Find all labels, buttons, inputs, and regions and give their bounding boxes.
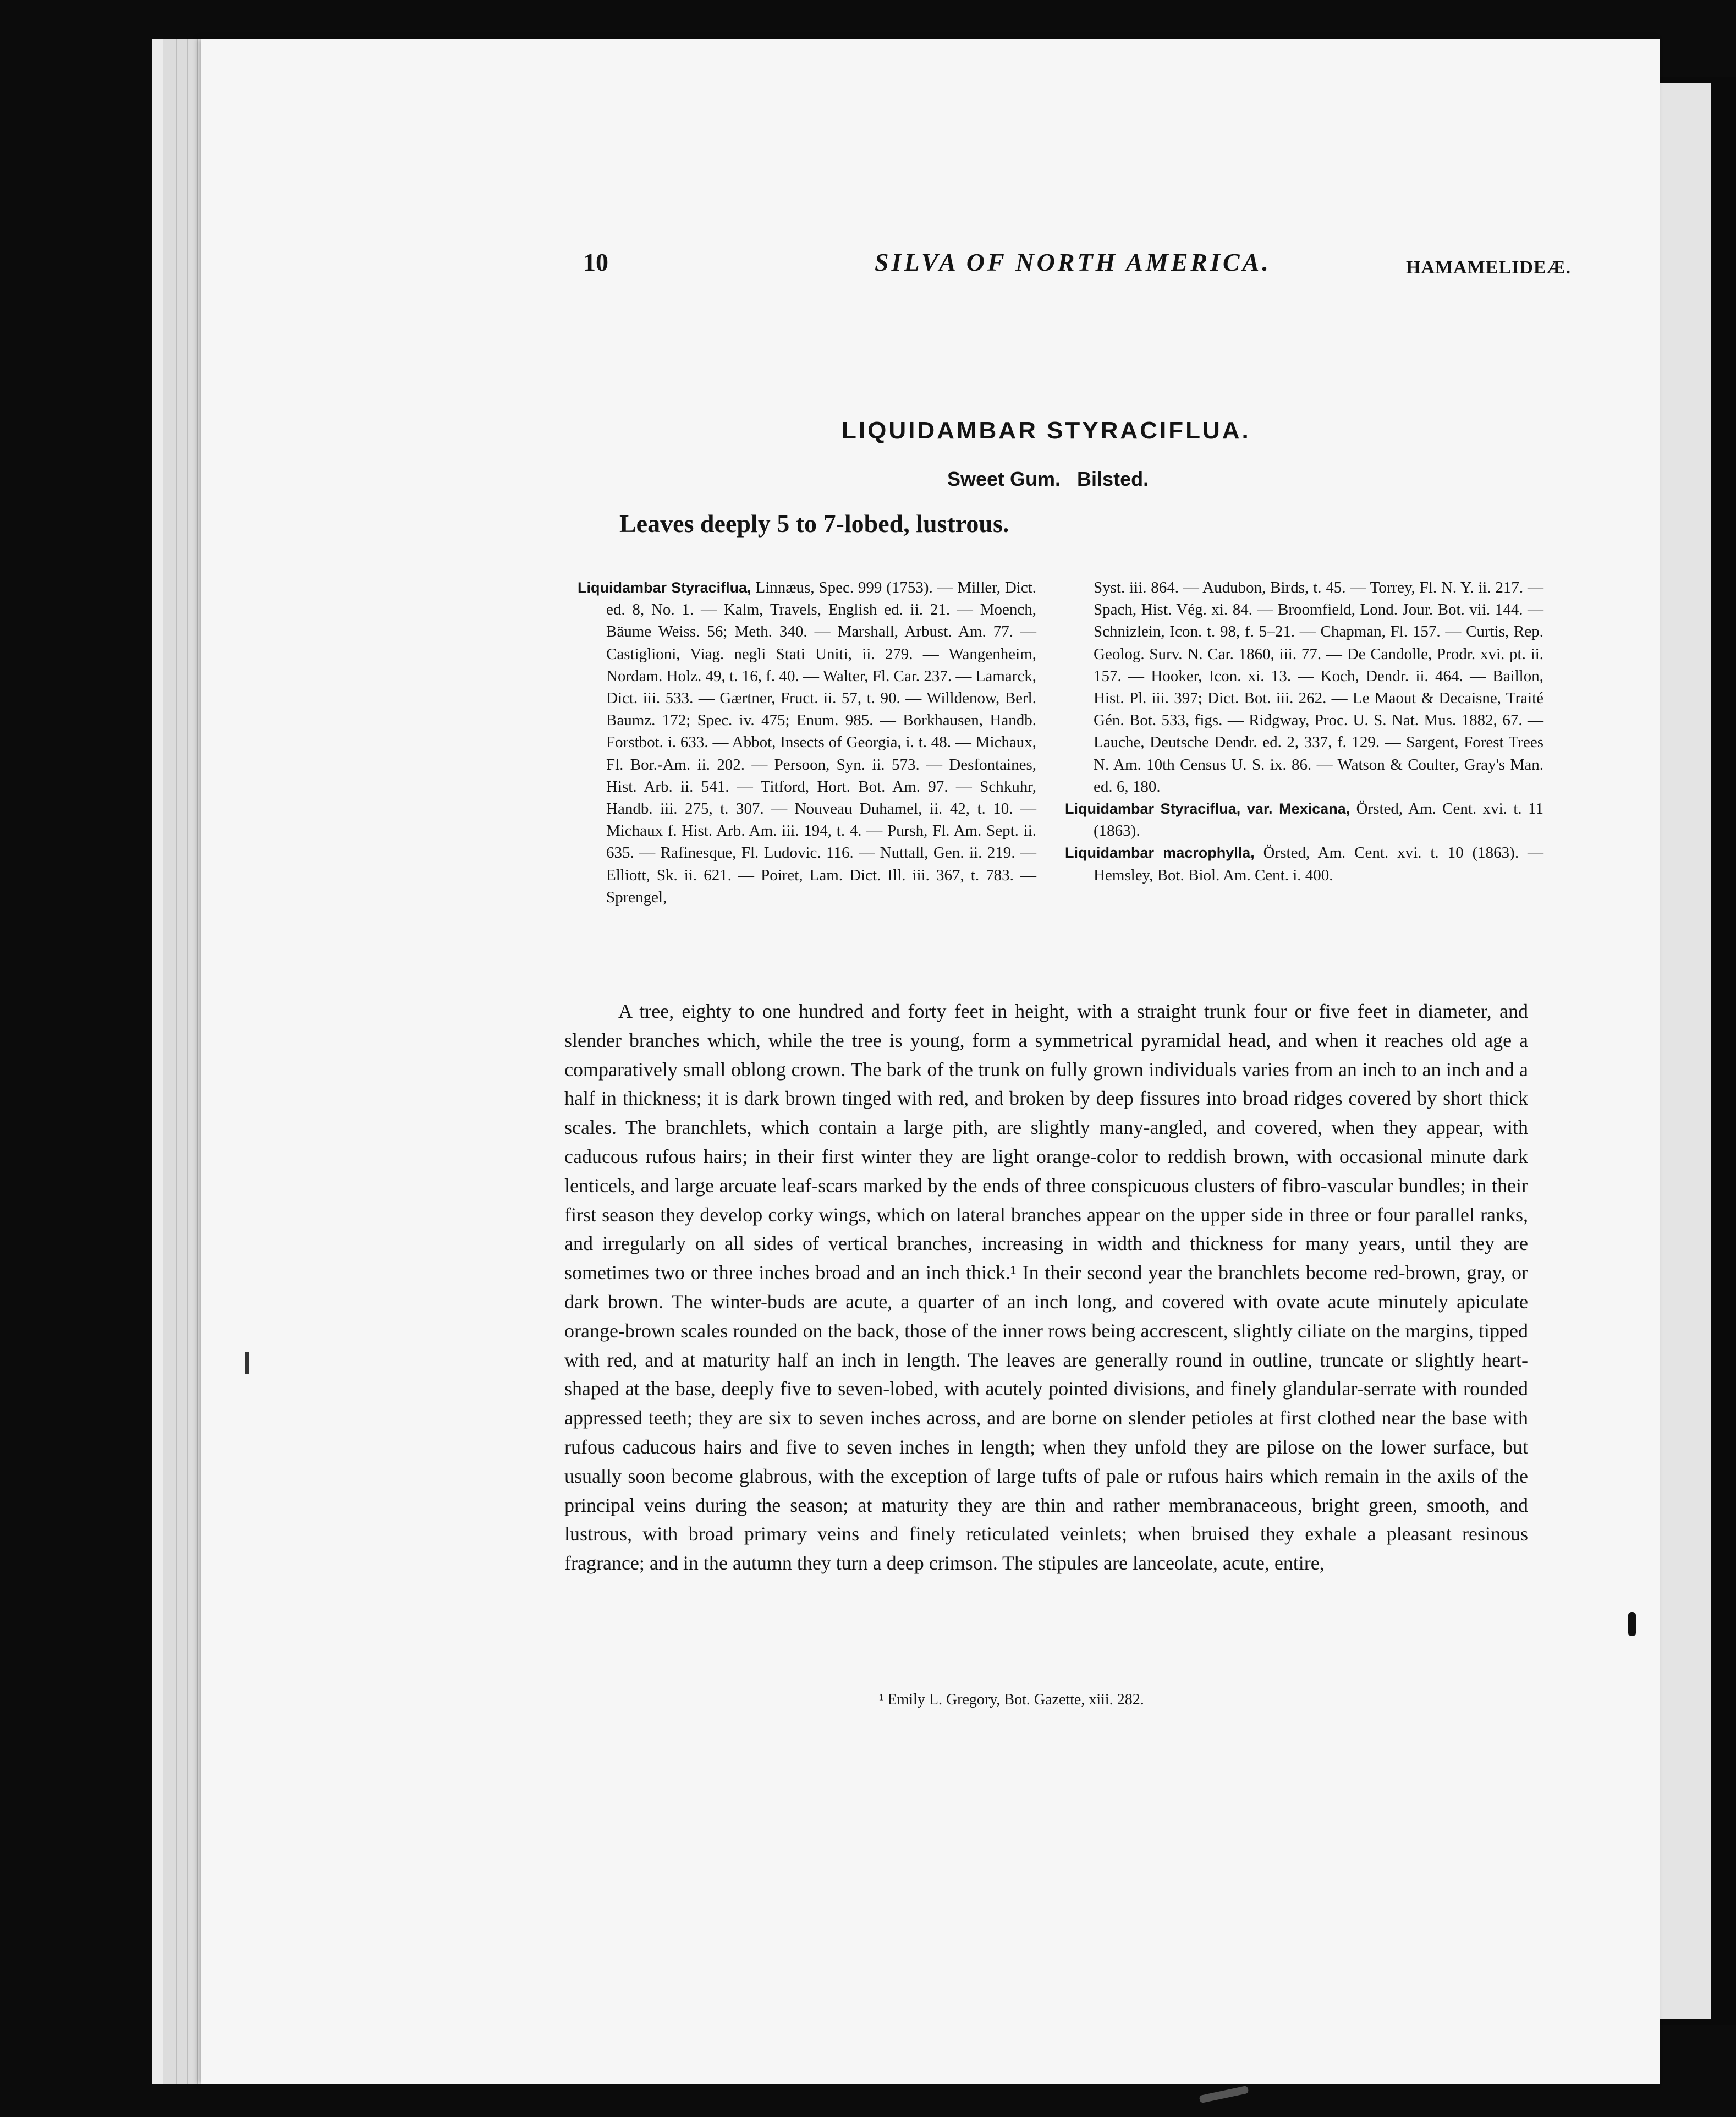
page-edge xyxy=(163,39,177,2084)
synonymy-left-column xyxy=(578,577,1036,908)
page-edge xyxy=(177,39,188,2084)
synonym-entry xyxy=(578,577,1036,908)
family-heading: HAMAMELIDEÆ. xyxy=(1406,257,1572,278)
synonym-name: Liquidambar Styraciflua, xyxy=(578,579,751,596)
synonym-name: Liquidambar Styraciflua, var. Mexicana, xyxy=(1065,800,1350,818)
synonym-entry xyxy=(1065,842,1543,886)
synonym-citations: Örsted, Am. Cent. xvi. t. 11 (1863). xyxy=(1094,800,1543,840)
footnote: ¹ Emily L. Gregory, Bot. Gazette, xiii. 282. xyxy=(879,1691,1144,1708)
synonymy-right-column xyxy=(1065,577,1543,886)
diagnosis: Leaves deeply 5 to 7-lobed, lustrous. xyxy=(619,509,1009,538)
scan-mark xyxy=(245,1352,249,1374)
scan-mark xyxy=(1628,1612,1636,1636)
synonym-citations: Örsted, Am. Cent. xvi. t. 10 (1863). — Hemsley, Bot. Biol. Am. Cent. i. 400. xyxy=(1094,844,1543,884)
synonym-continuation: Syst. iii. 864. — Audubon, Birds, t. 45. — Torrey, Fl. N. Y. ii. 217. — Spach, Hist. Vég. xi. 84. — Broomfield, Lond. Jour. Bot. vii. 144. — Schnizlein, Icon. t. 98, f. 5–21. — Chapman, Fl. 157. — Curtis, Rep. Geolog. Surv. N. Car. 1860, iii. 77. — De Candolle, Prodr. xvi. pt. ii. 157. — Hooker, Icon. xi. 13. — Koch, Dendr. ii. 464. — Baillon, Hist. Pl. iii. 397; Dict. Bot. iii. 262. — Le Maout & Decaisne, Traité Gén. Bot. 533, figs. — Ridgway, Proc. U. S. Nat. Mus. 1882, 67. — Lauche, Deutsche Dendr. ed. 2, 337, f. 129. — Sargent, Forest Trees N. Am. 10th Census U. S. ix. 86. — Watson & Coulter, Gray's Man. ed. 6, 180. xyxy=(1094,579,1543,796)
synonym-name: Liquidambar macrophylla, xyxy=(1065,844,1255,862)
running-title: SILVA OF NORTH AMERICA. xyxy=(875,248,1271,276)
scan-mark xyxy=(1199,2086,1249,2103)
species-title: LIQUIDAMBAR STYRACIFLUA. xyxy=(842,417,1251,444)
page-number: 10 xyxy=(583,248,608,276)
common-names: Sweet Gum. Bilsted. xyxy=(947,468,1149,490)
synonym-entry xyxy=(1065,798,1543,842)
synonym-citations: Linnæus, Spec. 999 (1753). — Miller, Dict. ed. 8, No. 1. — Kalm, Travels, English ed. ii. 21. — Moench, Bäume Weiss. 56; Meth. 340. — Marshall, Arbust. Am. 77. — Castiglioni, Viag. negli Stati Uniti, ii. 279. — Wangenheim, Nordam. Holz. 49, t. 16, f. 40. — Walter, Fl. Car. 237. — Lamarck, Dict. iii. 533. — Gærtner, Fruct. ii. 57, t. 90. — Willdenow, Berl. Baumz. 172; Spec. iv. 475; Enum. 985. — Borkhausen, Handb. Forstbot. i. 633. — Abbot, Insects of Georgia, i. t. 48. — Michaux, Fl. Bor.-Am. ii. 202. — Persoon, Syn. ii. 573. — Desfontaines, Hist. Arb. ii. 541. — Titford, Hort. Bot. Am. 97. — Schkuhr, Handb. iii. 275, t. 307. — Nouveau Duhamel, ii. 42, t. 10. — Michaux f. Hist. Arb. Am. iii. 194, t. 4. — Pursh, Fl. Am. Sept. ii. 635. — Rafinesque, Fl. Ludovic. 116. — Nuttall, Gen. ii. 219. — Elliott, Sk. ii. 621. — Poiret, Lam. Dict. Ill. iii. 367, t. 783. — Sprengel, xyxy=(606,579,1037,906)
page-edge xyxy=(188,39,198,2084)
description-paragraph: A tree, eighty to one hundred and forty feet in height, with a straight trunk four or five feet in diameter, and slender branches which, while the tree is young, form a symmetrical pyramidal head, and when it reaches old age a comparatively small oblong crown. The bark of the trunk on fully grown individuals varies from an inch to an inch and a half in thickness; it is dark brown tinged with red, and broken by deep fissures into broad ridges covered by short thick scales. The branchlets, which contain a large pith, are slightly many-angled, and covered, when they appear, with caducous rufous hairs; in their first winter they are light orange-color to reddish brown, with occasional minute dark lenticels, and large arcuate leaf-scars marked by the ends of three conspicuous clusters of fibro-vascular bundles; in their first season they develop corky wings, which on lateral branches appear on the upper side in three or four parallel ranks, and irregularly on all sides of vertical branches, increasing in width and thickness for many years, until they are sometimes two or three inches broad and an inch thick.¹ In their second year the branchlets become red-brown, gray, or dark brown. The winter-buds are acute, a quarter of an inch long, and covered with ovate acute minutely apiculate orange-brown scales rounded on the back, those of the inner rows being accrescent, slightly ciliate on the margins, tipped with red, and at maturity half an inch in length. The leaves are generally round in outline, truncate or slightly heart-shaped at the base, deeply five to seven-lobed, with acutely pointed divisions, and finely glandular-serrate with rounded appressed teeth; they are six to seven inches across, and are borne on slender petioles at first clothed near the base with rufous caducous hairs and five to seven inches in length; when they unfold they are pilose on the lower surface, but usually soon become glabrous, with the exception of large tufts of pale or rufous hairs which remain in the axils of the principal veins during the season; at maturity they are thin and rather membranaceous, bright green, smooth, and lustrous, with broad primary veins and finely reticulated veinlets; when bruised they exhale a pleasant resinous fragrance; and in the autumn they turn a deep crimson. The stipules are lanceolate, acute, entire, xyxy=(564,1000,1528,1575)
